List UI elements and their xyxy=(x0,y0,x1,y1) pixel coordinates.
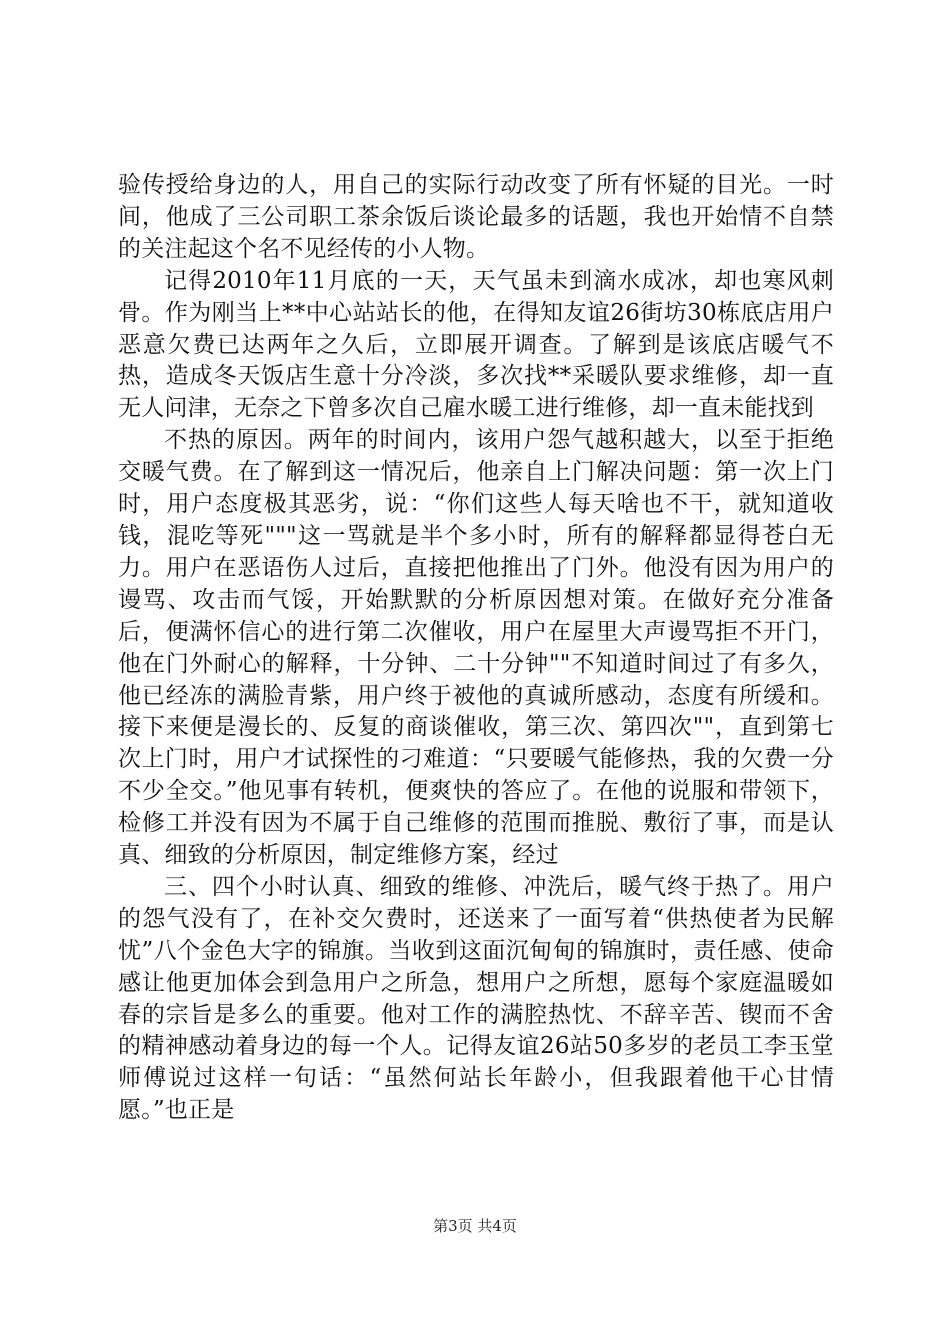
paragraph-1: 验传授给身边的人，用自己的实际行动改变了所有怀疑的目光。一时间，他成了三公司职工茶余饭后谈论最多的话题，我也开始情不自禁的关注起这个名不见经传的小人物。 xyxy=(118,172,834,262)
paragraph-3: 不热的原因。两年的时间内，该用户怨气越积越大，以至于拒绝交暖气费。在了解到这一情况后，他亲自上门解决问题：第一次上门时，用户态度极其恶劣，说：“你们这些人每天啥也不干，就知道收钱，混吃等死"""这一骂就是半个多小时，所有的解释都显得苍白无力。用户在恶语伤人过后，直接把他推出了门外。他没有因为用户的谩骂、攻击而气馁，开始默默的分析原因想对策。在做好充分准备后，便满怀信心的进行第二次催收，用户在屋里大声谩骂拒不开门，他在门外耐心的解释，十分钟、二十分钟""不知道时间过了有多久，他已经冻的满脸青紫，用户终于被他的真诚所感动，态度有所缓和。接下来便是漫长的、反复的商谈催收，第三次、第四次""，直到第七次上门时，用户才试探性的刁难道：“只要暖气能修热，我的欠费一分不少全交。”他见事有转机，便爽快的答应了。在他的说服和带领下，检修工并没有因为不属于自己维修的范围而推脱、敷衍了事，而是认真、细致的分析原因，制定维修方案，经过 xyxy=(118,427,834,869)
page-number-footer: 第3页 共4页 xyxy=(433,1217,517,1235)
document-body xyxy=(118,170,834,1127)
paragraph-2: 记得2010年11月底的一天，天气虽未到滴水成冰，却也寒风刺骨。作为刚当上**中心站站长的他，在得知友谊26街坊30栋底店用户恶意欠费已达两年之久后，立即展开调查。了解到是该底店暖气不热，造成冬天饭店生意十分冷淡，多次找**采暖队要求维修，却一直无人问津，无奈之下曾多次自己雇水暖工进行维修，却一直未能找到 xyxy=(118,267,834,422)
paragraph-4: 三、四个小时认真、细致的维修、冲洗后，暖气终于热了。用户的怨气没有了，在补交欠费时，还送来了一面写着“供热使者为民解忧”八个金色大字的锦旗。当收到这面沉甸甸的锦旗时，责任感、使命感让他更加体会到急用户之所急，想用户之所想，愿每个家庭温暖如春的宗旨是多么的重要。他对工作的满腔热忱、不辞辛苦、锲而不舍的精神感动着身边的每一个人。记得友谊26站50多岁的老员工李玉堂师傅说过这样一句话：“虽然何站长年龄小，但我跟着他干心甘情愿。”也正是 xyxy=(118,873,834,1124)
